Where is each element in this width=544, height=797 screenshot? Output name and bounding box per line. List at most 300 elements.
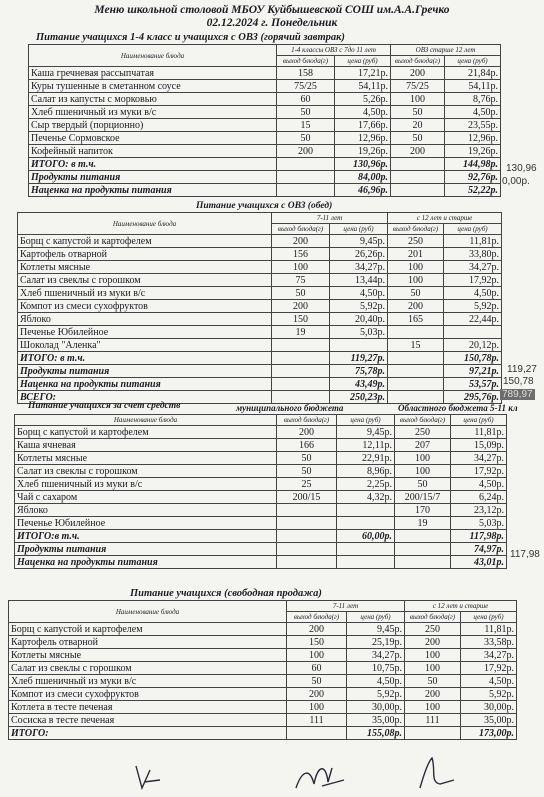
dish-name: Сыр твердый (порционно) [29,119,277,132]
dish-price-2: 33,80р. [444,248,502,261]
dish-out-2: 15 [388,339,444,352]
empty-cell [272,365,330,378]
menu-item-row [18,313,502,326]
col-price-header: цена (руб) [444,224,502,235]
dish-name: Печенье Юбилейное [18,326,272,339]
dish-price-1: 5,92р. [330,300,388,313]
dish-out-2: 100 [405,662,461,675]
dish-out-2: 100 [405,649,461,662]
col-price-header: цена (руб) [347,612,405,623]
dish-price-2: 54,11р. [445,80,501,93]
col-name-header: Наименование блюда [15,415,277,426]
menu-item-row [29,145,501,158]
dish-price-2: 4,50р. [461,675,517,688]
dish-price-2: 17,92р. [444,274,502,287]
dish-price-1: 9,45р. [330,235,388,248]
dish-price-1: 34,27р. [347,649,405,662]
dish-out-1: 15 [277,119,335,132]
dish-price-1: 34,27р. [330,261,388,274]
menu-item-row [15,426,507,439]
dish-price-2: 5,92р. [444,300,502,313]
menu-item-row [15,504,507,517]
dish-price-2: 33,58р. [461,636,517,649]
dish-name: Котлеты мясные [9,649,287,662]
table-group-header [29,45,501,56]
dish-out-1: 200 [287,688,347,701]
col-out-header: выход блюда(г) [395,415,451,426]
dish-name: Котлеты мясные [18,261,272,274]
total-price-2: 295,76р. [444,391,502,404]
total-price-1: 130,96р. [335,158,391,171]
dish-out-1: 50 [277,106,335,119]
free-sale-table [8,600,517,740]
dish-price-1: 19,26р. [335,145,391,158]
total-row [18,365,502,378]
col-out-header: выход блюда(г) [405,612,461,623]
dish-out-1: 158 [277,67,335,80]
dish-out-2: 250 [388,235,444,248]
section-budget-title: Питание учащихся за счет средств [28,401,181,411]
dish-name: Каша ячневая [15,439,277,452]
dish-out-1: 75/25 [277,80,335,93]
dish-price-1: 12,96р. [335,132,391,145]
menu-item-row [9,714,517,727]
col-price-header: цена (руб) [330,224,388,235]
menu-item-row [18,274,502,287]
dish-price-1: 4,50р. [347,675,405,688]
dish-out-1: 60 [277,93,335,106]
dish-out-2: 100 [391,93,445,106]
dish-price-1: 35,00р. [347,714,405,727]
dish-name: Картофель отварной [9,636,287,649]
dish-out-2: 170 [395,504,451,517]
dish-price-1: 13,44р. [330,274,388,287]
empty-cell [287,727,347,740]
empty-cell [272,378,330,391]
menu-item-row [15,517,507,530]
dish-price-2: 19,26р. [445,145,501,158]
total-row [9,727,517,740]
dish-name: Каша гречневая рассыпчатая [29,67,277,80]
menu-item-row [18,339,502,352]
dish-out-1: 100 [272,261,330,274]
total-label: ИТОГО: в т.ч. [18,352,272,365]
dish-price-1: 54,11р. [335,80,391,93]
dish-price-2: 35,00р. [461,714,517,727]
section-budget-title-3: Областного бюджета 5-11 кл [398,403,518,413]
total-row [15,543,507,556]
group1-header: 1-4 классы ОВЗ с 7до 11 лет [277,45,391,56]
dish-name: Хлеб пшеничный из муки в/с [15,478,277,491]
menu-item-row [9,662,517,675]
dish-out-1: 50 [277,452,337,465]
side-note: 117,98 [510,549,540,560]
menu-item-row [9,701,517,714]
empty-cell [405,727,461,740]
dish-price-2: 6,24р. [451,491,507,504]
dish-price-2: 20,12р. [444,339,502,352]
dish-price-2: 23,12р. [451,504,507,517]
dish-price-2: 12,96р. [445,132,501,145]
dish-name: Печенье Сормовское [29,132,277,145]
menu-item-row [18,300,502,313]
col-price-header: цена (руб) [461,612,517,623]
section-breakfast-title: Питание учащихся 1-4 класс и учащихся с ОВЗ (горячий завтрак) [36,32,345,43]
total-price-2: 74,97р. [451,543,507,556]
dish-price-1: 2,25р. [337,478,395,491]
dish-price-2: 17,92р. [451,465,507,478]
total-price-1 [337,556,395,569]
total-label: Наценка на продукты питания [15,556,277,569]
dish-price-2: 15,09р. [451,439,507,452]
dish-out-2: 200 [391,145,445,158]
total-price-2: 173,00р. [461,727,517,740]
side-note: 0,00р. [502,176,530,187]
total-row [29,158,501,171]
dish-out-2: 100 [395,465,451,478]
dish-price-1: 10,75р. [347,662,405,675]
menu-item-row [9,688,517,701]
dish-name: Салат из свеклы с горошком [18,274,272,287]
dish-price-1: 9,45р. [347,623,405,636]
col-name-header: Наименование блюда [18,213,272,235]
dish-out-2: 19 [395,517,451,530]
empty-cell [391,171,445,184]
dish-price-1: 5,92р. [347,688,405,701]
total-label: ИТОГО: в т.ч. [29,158,277,171]
dish-name: Куры тушенные в сметанном соусе [29,80,277,93]
menu-item-row [15,439,507,452]
empty-cell [388,365,444,378]
menu-item-row [18,326,502,339]
side-note: 789,97 [502,389,533,400]
total-row [15,530,507,543]
col-out-header: выход блюда(г) [391,56,445,67]
col-out-header: выход блюда(г) [277,415,337,426]
empty-cell [388,378,444,391]
dish-price-2: 4,50р. [451,478,507,491]
dish-price-1: 26,26р. [330,248,388,261]
signature-mark [410,754,460,792]
dish-out-1: 50 [287,675,347,688]
total-row [18,352,502,365]
dish-out-1: 25 [277,478,337,491]
dish-out-2: 200 [391,67,445,80]
empty-cell [395,556,451,569]
total-label: Наценка на продукты питания [18,378,272,391]
total-price-1: 84,00р. [335,171,391,184]
dish-price-1: 5,26р. [335,93,391,106]
dish-out-1: 200 [277,426,337,439]
dish-out-1: 50 [272,287,330,300]
total-row [15,556,507,569]
dish-name: Шоколад "Аленка" [18,339,272,352]
dish-price-1: 17,21р. [335,67,391,80]
menu-item-row [15,491,507,504]
dish-price-2: 8,76р. [445,93,501,106]
dish-out-1: 200 [272,300,330,313]
menu-item-row [9,636,517,649]
dish-name: Кофейный напиток [29,145,277,158]
dish-price-1: 30,00р. [347,701,405,714]
total-price-1: 250,23р. [330,391,388,404]
dish-out-1: 50 [277,132,335,145]
dish-price-1: 12,11р. [337,439,395,452]
dish-name: Борщ с капустой и картофелем [15,426,277,439]
dish-name: Сосиска в тесте печеная [9,714,287,727]
dish-name: Салат из свеклы с горошком [9,662,287,675]
col-price-header: цена (руб) [451,415,507,426]
total-label: Продукты питания [15,543,277,556]
dish-price-2: 23,55р. [445,119,501,132]
menu-item-row [9,649,517,662]
total-price-1: 43,49р. [330,378,388,391]
dish-out-1: 100 [287,649,347,662]
dish-out-1: 100 [287,701,347,714]
dish-price-1 [330,339,388,352]
total-price-2: 43,01р. [451,556,507,569]
menu-item-row [18,235,502,248]
empty-cell [277,543,337,556]
dish-out-1: 200 [277,145,335,158]
dish-out-2: 50 [395,478,451,491]
dish-name: Печенье Юбилейное [15,517,277,530]
total-price-2: 97,21р. [444,365,502,378]
dish-out-1 [272,339,330,352]
dish-price-2: 11,81р. [461,623,517,636]
dish-out-2: 250 [405,623,461,636]
dish-out-2: 250 [395,426,451,439]
dish-name: Хлеб пшеничный из муки в/с [9,675,287,688]
dish-name: Хлеб пшеничный из муки в/с [18,287,272,300]
dish-price-1 [337,504,395,517]
group1-header: 7-11 лет [272,213,388,224]
dish-price-1: 25,19р. [347,636,405,649]
dish-out-2: 50 [391,106,445,119]
dish-price-1 [337,517,395,530]
menu-item-row [15,465,507,478]
menu-item-row [15,478,507,491]
dish-name: Салат из капусты с морковью [29,93,277,106]
empty-cell [277,171,335,184]
dish-out-1 [277,517,337,530]
signature-mark [130,762,170,794]
dish-price-2: 30,00р. [461,701,517,714]
empty-cell [388,391,444,404]
table-group-header [18,213,502,224]
total-row [18,378,502,391]
total-price-1: 155,08р. [347,727,405,740]
dish-price-2: 21,84р. [445,67,501,80]
empty-cell [272,391,330,404]
group2-header: ОВЗ старше 12 лет [391,45,501,56]
side-note: 150,78 [503,376,534,387]
dish-out-2: 200 [405,636,461,649]
dish-out-2: 200 [388,300,444,313]
dish-price-1: 8,96р. [337,465,395,478]
dish-out-2: 100 [388,261,444,274]
dish-name: Салат из свеклы с горошком [15,465,277,478]
dish-out-1: 75 [272,274,330,287]
dish-price-2: 34,27р. [444,261,502,274]
empty-cell [395,543,451,556]
total-label: ВСЕГО: [18,391,272,404]
total-price-1: 46,96р. [335,184,391,197]
dish-price-1: 17,66р. [335,119,391,132]
dish-out-1: 156 [272,248,330,261]
menu-item-row [18,287,502,300]
col-price-header: цена (руб) [445,56,501,67]
dish-price-2: 5,92р. [461,688,517,701]
dish-price-2: 34,27р. [451,452,507,465]
dish-price-1: 4,32р. [337,491,395,504]
menu-item-row [29,119,501,132]
total-row [29,184,501,197]
dish-price-1: 4,50р. [330,287,388,300]
total-price-2: 150,78р. [444,352,502,365]
table-group-header [9,601,517,612]
dish-out-2: 100 [388,274,444,287]
dish-name: Яблоко [18,313,272,326]
total-label: Продукты питания [18,365,272,378]
total-price-1 [337,543,395,556]
group1-header: 7-11 лет [287,601,405,612]
empty-cell [388,352,444,365]
dish-name: Борщ с капустой и картофелем [18,235,272,248]
total-label: Наценка на продукты питания [29,184,277,197]
col-price-header: цена (руб) [335,56,391,67]
document-title: Меню школьной столовой МБОУ Куйбышевской СОШ им.А.А.Гречко [94,4,450,16]
signature-mark [292,758,352,794]
budget-table [14,414,507,569]
table-col-header [15,415,507,426]
dish-name: Котлета в тесте печеная [9,701,287,714]
dish-out-2: 165 [388,313,444,326]
dish-out-1 [277,504,337,517]
menu-item-row [29,93,501,106]
dish-out-2: 111 [405,714,461,727]
dish-name: Компот из смеси сухофруктов [9,688,287,701]
breakfast-table [28,44,501,197]
empty-cell [395,530,451,543]
menu-item-row [9,675,517,688]
menu-item-row [18,261,502,274]
dish-out-2: 75/25 [391,80,445,93]
menu-item-row [29,67,501,80]
empty-cell [277,556,337,569]
group2-header: с 12 лет и старше [388,213,502,224]
menu-item-row [29,106,501,119]
dish-out-2: 50 [391,132,445,145]
dish-out-2: 100 [405,701,461,714]
empty-cell [272,352,330,365]
dish-name: Яблоко [15,504,277,517]
empty-cell [277,158,335,171]
total-price-2: 92,76р. [445,171,501,184]
section-lunch-title: Питание учащихся с ОВЗ (обед) [196,201,333,211]
total-price-1: 75,78р. [330,365,388,378]
total-price-1: 119,27р. [330,352,388,365]
dish-price-1: 9,45р. [337,426,395,439]
col-price-header: цена (руб) [337,415,395,426]
dish-price-2: 34,27р. [461,649,517,662]
dish-price-2: 11,81р. [451,426,507,439]
total-label: Продукты питания [29,171,277,184]
col-out-header: выход блюда(г) [272,224,330,235]
dish-out-2: 50 [388,287,444,300]
total-price-2: 53,57р. [444,378,502,391]
section-free-sale-title: Питание учащихся (свободная продажа) [130,588,322,599]
dish-out-1: 50 [277,465,337,478]
dish-name: Картофель отварной [18,248,272,261]
dish-price-2: 22,44р. [444,313,502,326]
menu-item-row [9,623,517,636]
dish-price-1: 20,40р. [330,313,388,326]
total-price-2: 52,22р. [445,184,501,197]
dish-name: Котлеты мясные [15,452,277,465]
dish-out-1: 200 [272,235,330,248]
dish-out-2: 20 [391,119,445,132]
empty-cell [277,184,335,197]
dish-price-2 [444,326,502,339]
total-price-1: 60,00р. [337,530,395,543]
dish-out-1: 200/15 [277,491,337,504]
group2-header: с 12 лет и старше [405,601,517,612]
dish-price-1: 4,50р. [335,106,391,119]
dish-out-1: 60 [287,662,347,675]
dish-out-1: 166 [277,439,337,452]
menu-item-row [15,452,507,465]
total-label: ИТОГО:в т.ч. [15,530,277,543]
total-label: ИТОГО: [9,727,287,740]
dish-out-1: 19 [272,326,330,339]
side-note: 119,27 [507,364,537,375]
dish-price-2: 11,81р. [444,235,502,248]
col-name-header: Наименование блюда [9,601,287,623]
dish-name: Чай с сахаром [15,491,277,504]
menu-item-row [29,132,501,145]
col-out-header: выход блюда(г) [287,612,347,623]
section-budget-title-2: муниципального бюджета [236,403,344,413]
menu-item-row [29,80,501,93]
dish-price-1: 22,91р. [337,452,395,465]
dish-out-2 [388,326,444,339]
dish-price-2: 4,50р. [444,287,502,300]
total-price-2: 144,98р. [445,158,501,171]
dish-out-2: 201 [388,248,444,261]
dish-price-2: 17,92р. [461,662,517,675]
col-name-header: Наименование блюда [29,45,277,67]
dish-out-2: 50 [405,675,461,688]
empty-cell [391,184,445,197]
dish-out-1: 150 [272,313,330,326]
total-row [29,171,501,184]
dish-out-1: 111 [287,714,347,727]
dish-price-2: 4,50р. [445,106,501,119]
lunch-table [17,212,502,404]
empty-cell [391,158,445,171]
dish-out-2: 200 [405,688,461,701]
dish-name: Борщ с капустой и картофелем [9,623,287,636]
dish-name: Компот из смеси сухофруктов [18,300,272,313]
dish-out-2: 200/15/7 [395,491,451,504]
dish-price-2: 5,03р. [451,517,507,530]
dish-out-2: 207 [395,439,451,452]
col-out-header: выход блюда(г) [277,56,335,67]
side-note: 130,96 [506,163,537,174]
dish-price-1: 5,03р. [330,326,388,339]
total-price-2: 117,98р. [451,530,507,543]
